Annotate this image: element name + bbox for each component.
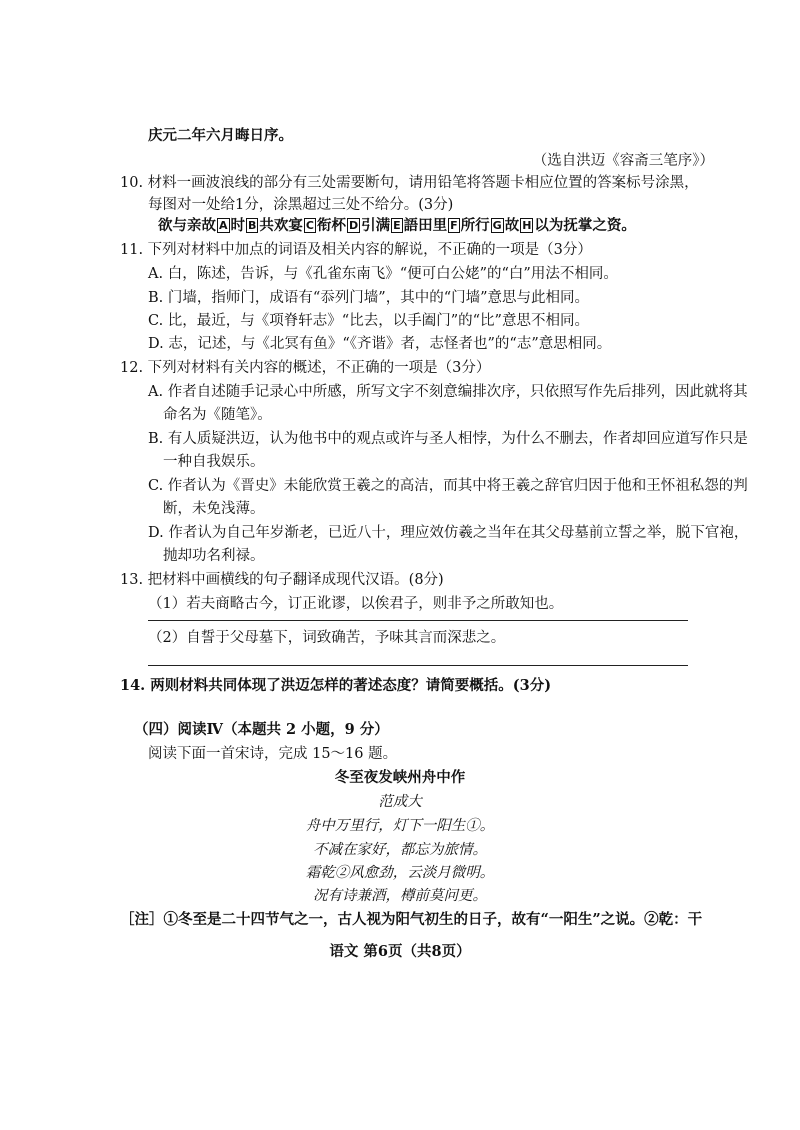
q12-title: 12. 下列对材料有关内容的概述，不正确的一项是（3分） bbox=[120, 360, 491, 376]
answer-line-1[interactable] bbox=[148, 620, 688, 621]
q12-option-d-line1: D. 作者认为自己年岁渐老，已近八十，理应效仿羲之当年在其父母墓前立誓之举，脱下官袍， bbox=[148, 525, 749, 541]
q13-sentence-2: （2）自誓于父母墓下，词致确苦，予味其言而深悲之。 bbox=[148, 630, 506, 646]
poem-line-3: 霜乾②风愈劲，云淡月微明。 bbox=[305, 865, 495, 881]
q10-seg: 衔杯 bbox=[316, 217, 346, 234]
q14-title: 14. 两则材料共同体现了洪迈怎样的著述态度？请简要概括。(3分) bbox=[120, 677, 552, 694]
q13-sentence-1: （1）若夫商略古今，订正讹谬，以俟君子，则非予之所敢知也。 bbox=[148, 596, 564, 612]
material-end-line: 庆元二年六月晦日序。 bbox=[148, 127, 293, 144]
q11-title: 11. 下列对材料中加点的词语及相关内容的解说，不正确的一项是（3分） bbox=[120, 242, 592, 258]
q11-option-c: C. 比，最近，与《项脊轩志》“比去，以手阖门”的“比”意思不相同。 bbox=[148, 313, 589, 329]
q10-seg: 共欢宴 bbox=[259, 217, 303, 234]
q10-seg: 語田里 bbox=[403, 217, 448, 234]
material-source: （选自洪迈《容斋三笔序》） bbox=[532, 153, 714, 169]
answer-mark-c[interactable]: C bbox=[305, 219, 314, 232]
q13-title: 13. 把材料中画横线的句子翻译成现代汉语。(8分) bbox=[120, 572, 444, 588]
q12-option-a-line2: 命名为《随笔》。 bbox=[163, 407, 272, 423]
q12-option-a-line1: A. 作者自述随手记录心中所感，所写文字不刻意编排次序，只依照写作先后排列，因此就将其 bbox=[148, 384, 748, 400]
poem-author: 范成大 bbox=[378, 794, 422, 810]
q10-seg: 所行 bbox=[460, 217, 490, 234]
poem-note: ［注］①冬至是二十四节气之一，古人视为阳气初生的日子，故有“一阳生”之说。②乾：干 bbox=[120, 911, 703, 928]
q10-seg: 欲与亲故 bbox=[158, 217, 216, 234]
q10-seg: 引满 bbox=[361, 217, 391, 234]
page-footer: 语文 第6页（共8页） bbox=[329, 943, 471, 960]
q10-seg: 故 bbox=[504, 217, 520, 234]
q10-seg: 时 bbox=[230, 217, 246, 234]
section4-instruction: 阅读下面一首宋诗，完成 15～16 题。 bbox=[148, 746, 398, 762]
answer-mark-f[interactable]: F bbox=[450, 219, 458, 232]
q12-option-d-line2: 抛却功名利禄。 bbox=[163, 548, 265, 564]
q10-sentence bbox=[158, 216, 636, 236]
q12-option-b-line2: 一种自我娱乐。 bbox=[163, 454, 265, 470]
answer-mark-g[interactable]: G bbox=[492, 219, 502, 232]
q11-option-a: A. 白，陈述，告诉，与《孔雀东南飞》“便可白公姥”的“白”用法不相同。 bbox=[148, 266, 618, 282]
answer-mark-h[interactable]: H bbox=[522, 219, 532, 232]
answer-mark-d[interactable]: D bbox=[348, 219, 359, 232]
poem-line-1: 舟中万里行，灯下一阳生①。 bbox=[305, 818, 495, 834]
q12-option-b-line1: B. 有人质疑洪迈，认为他书中的观点或许与圣人相悖，为什么不删去，作者却回应道写作只是 bbox=[148, 431, 748, 447]
q10-line2: 每图对一处给1分，涂黑超过三处不给分。(3分) bbox=[148, 197, 454, 213]
q10-seg: 以为抚掌之资。 bbox=[534, 217, 636, 234]
answer-mark-a[interactable]: A bbox=[219, 219, 228, 232]
answer-mark-e[interactable]: E bbox=[393, 219, 401, 232]
q12-option-c-line2: 断，未免浅薄。 bbox=[163, 501, 265, 517]
answer-line-2[interactable] bbox=[148, 665, 688, 666]
answer-mark-b[interactable]: B bbox=[248, 219, 257, 232]
poem-line-2: 不减在家好，都忘为旅情。 bbox=[313, 842, 487, 858]
poem-line-4: 况有诗兼酒，樽前莫问更。 bbox=[313, 888, 487, 904]
q12-option-c-line1: C. 作者认为《晋史》未能欣赏王羲之的高洁，而其中将王羲之辞官归因于他和王怀祖私怨的判 bbox=[148, 478, 748, 494]
q11-option-d: D. 志，记述，与《北冥有鱼》“《齐谐》者，志怪者也”的“志”意思相同。 bbox=[148, 336, 612, 352]
q11-option-b: B. 门墙，指师门，成语有“忝列门墙”，其中的“门墙”意思与此相同。 bbox=[148, 290, 590, 306]
section4-heading: （四）阅读Ⅳ（本题共 2 小题，9 分） bbox=[134, 721, 389, 738]
q10-title: 10. 材料一画波浪线的部分有三处需要断句，请用铅笔将答题卡相应位置的答案标号涂黑， bbox=[120, 175, 699, 191]
poem-title: 冬至夜发峡州舟中作 bbox=[334, 769, 466, 786]
